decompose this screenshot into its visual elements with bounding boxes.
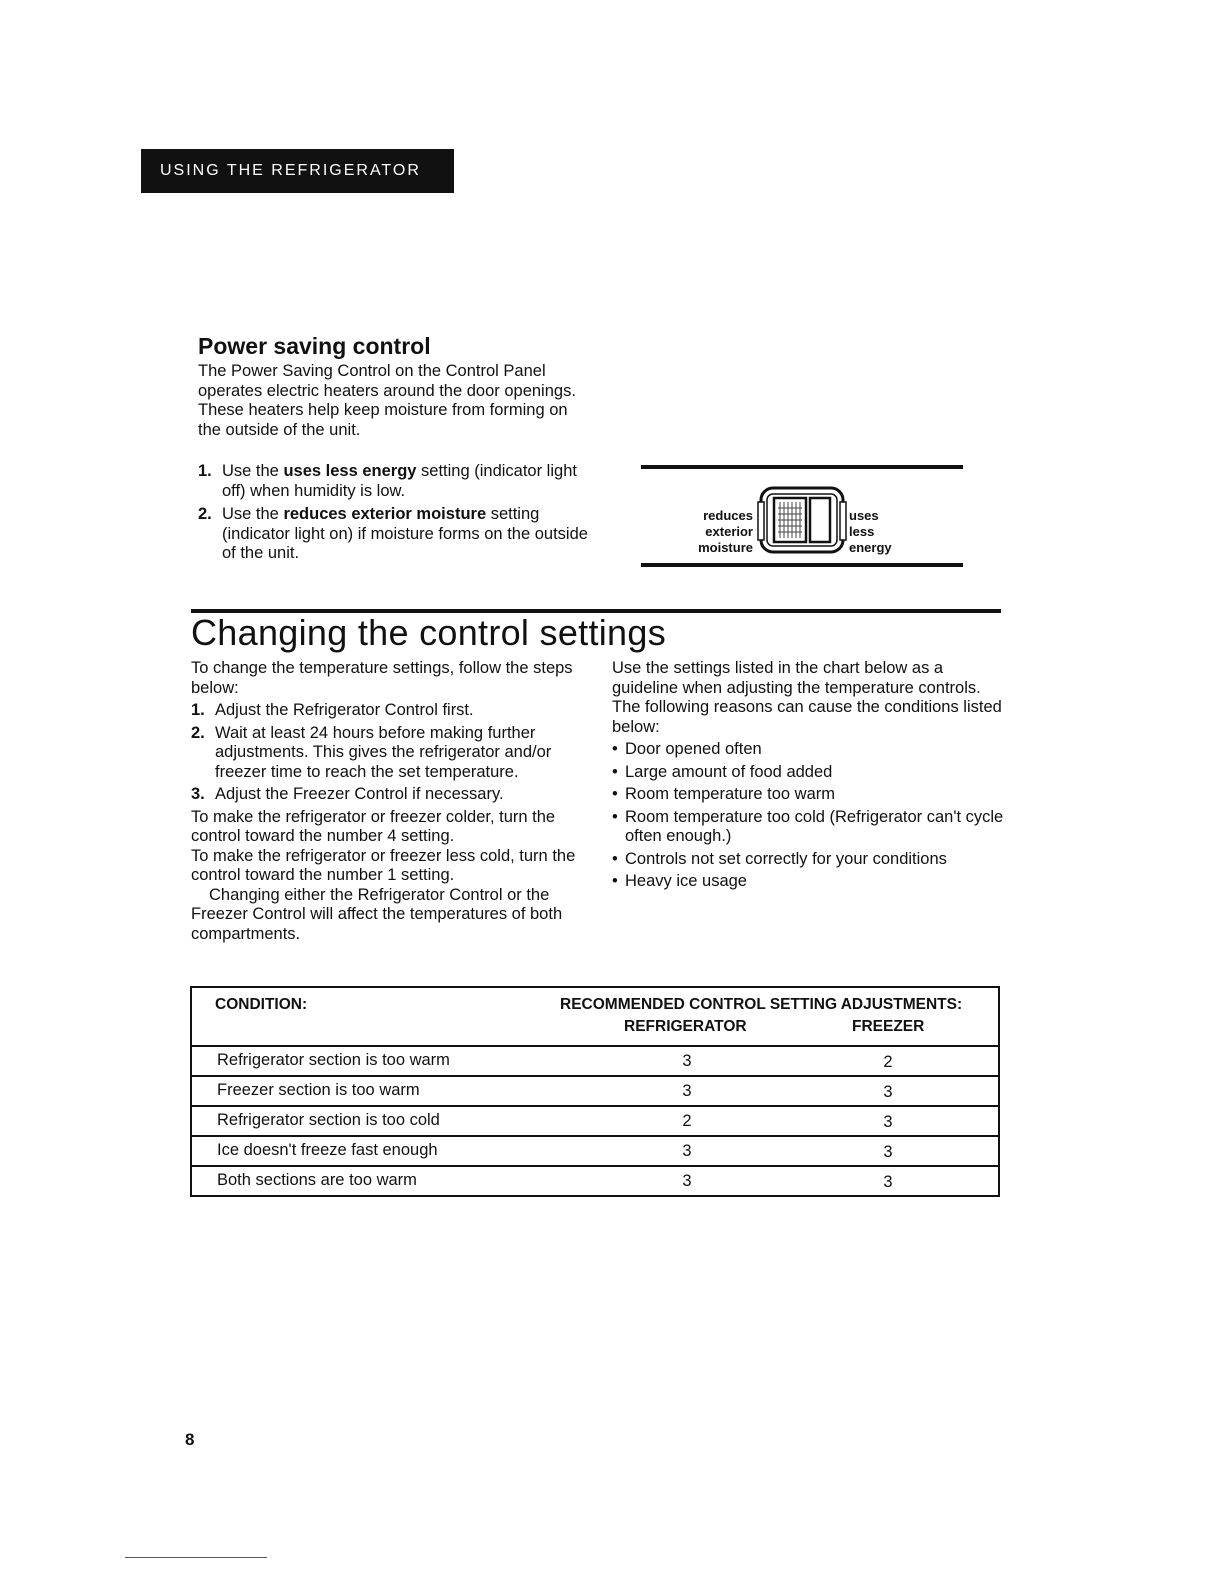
adjust-step-2 xyxy=(191,724,591,783)
power-saving-title: Power saving control xyxy=(198,333,431,359)
warmer-instructions: To make the refrigerator or freezer less cold, turn the control toward the number 1 setting. xyxy=(191,846,576,884)
reason-item: • Controls not set correctly for your conditions xyxy=(612,850,1007,870)
step-text-emphasis: reduces exterior moisture xyxy=(283,505,487,523)
freezer-cell: 3 xyxy=(883,1083,893,1101)
label-line: uses xyxy=(849,508,879,523)
table-row xyxy=(192,1137,998,1167)
label-line: exterior xyxy=(705,524,753,539)
reason-item: • Door opened often xyxy=(612,740,1007,760)
refrigerator-cell: 3 xyxy=(682,1172,692,1190)
step-text-post: setting (indicator light on) if moisture forms on the outside of the unit. xyxy=(222,505,588,562)
table-header xyxy=(192,988,998,1047)
both-compartments-note: Changing either the Refrigerator Control or the Freezer Control will affect the temperatures of both compartments. xyxy=(191,885,563,943)
freezer-cell: 2 xyxy=(883,1053,893,1071)
right-column xyxy=(612,659,1007,895)
table-row xyxy=(192,1077,998,1107)
step-number: 3. xyxy=(191,785,205,803)
step-text-pre: Use the xyxy=(222,505,284,523)
left-intro: To change the temperature settings, follow the steps below: xyxy=(191,659,573,697)
left-column xyxy=(191,659,591,944)
reason-item: • Room temperature too warm xyxy=(612,785,1007,805)
freezer-cell: 3 xyxy=(883,1143,893,1161)
reasons-list xyxy=(612,740,1007,892)
freezer-cell: 3 xyxy=(883,1173,893,1191)
step-text-emphasis: uses less energy xyxy=(283,462,417,480)
refrigerator-header: REFRIGERATOR xyxy=(624,1018,747,1035)
step-text-pre: Use the xyxy=(222,462,284,480)
reason-item: • Large amount of food added xyxy=(612,763,1007,783)
step-text: Wait at least 24 hours before making further adjustments. This gives the refrigerator and/or freezer time to reach the set temperature. xyxy=(215,723,552,781)
freezer-cell: 3 xyxy=(883,1113,893,1131)
reasons-intro: The following reasons can cause the conditions listed below: xyxy=(612,698,1002,736)
changing-settings-title: Changing the control settings xyxy=(191,612,666,653)
condition-header: CONDITION: xyxy=(215,996,308,1013)
right-intro: Use the settings listed in the chart below as a guideline when adjusting the temperature controls. xyxy=(612,659,981,697)
illustration-top-rule xyxy=(641,465,963,469)
condition-cell: Refrigerator section is too cold xyxy=(217,1111,440,1129)
label-line: less xyxy=(849,524,875,539)
footer-rule xyxy=(125,1557,267,1558)
power-saving-steps xyxy=(198,462,588,568)
adjust-step-3 xyxy=(191,785,591,805)
settings-table xyxy=(190,986,1000,1197)
freezer-header: FREEZER xyxy=(852,1018,925,1035)
colder-instructions: To make the refrigerator or freezer colder, turn the control toward the number 4 setting. xyxy=(191,807,556,845)
illustration-bottom-rule xyxy=(641,563,963,567)
condition-cell: Both sections are too warm xyxy=(217,1171,417,1189)
section-header-label: USING THE REFRIGERATOR xyxy=(160,162,421,179)
label-line: reduces xyxy=(703,508,753,523)
step-text: Adjust the Freezer Control if necessary. xyxy=(215,785,504,803)
step-number: 1. xyxy=(198,462,212,480)
refrigerator-cell: 3 xyxy=(682,1052,692,1070)
power-step-2 xyxy=(198,505,588,564)
section-header-bar xyxy=(141,149,454,193)
refrigerator-cell: 2 xyxy=(682,1112,692,1130)
reason-item: • Heavy ice usage xyxy=(612,872,1007,892)
label-line: energy xyxy=(849,540,892,555)
refrigerator-cell: 3 xyxy=(682,1082,692,1100)
power-saving-intro: The Power Saving Control on the Control Panel operates electric heaters around the door openings. These heaters help keep moisture from forming on the outside of the unit. xyxy=(198,362,576,439)
step-number: 2. xyxy=(191,723,205,742)
illustration-right-label xyxy=(849,508,929,556)
condition-cell: Ice doesn't freeze fast enough xyxy=(217,1141,438,1159)
recommended-header: RECOMMENDED CONTROL SETTING ADJUSTMENTS: xyxy=(560,996,963,1013)
step-number: 2. xyxy=(198,505,212,523)
reason-item: • Room temperature too cold (Refrigerator can't cycle often enough.) xyxy=(612,808,1007,847)
refrigerator-cell: 3 xyxy=(682,1142,692,1160)
table-row xyxy=(192,1167,998,1197)
step-number: 1. xyxy=(191,701,205,719)
step-text-post: setting (indicator light off) when humidity is low. xyxy=(222,462,577,500)
power-switch-icon xyxy=(756,484,848,556)
adjust-steps xyxy=(191,701,591,805)
table-row xyxy=(192,1107,998,1137)
illustration-left-label xyxy=(660,508,753,556)
step-text: Adjust the Refrigerator Control first. xyxy=(215,701,474,719)
condition-cell: Refrigerator section is too warm xyxy=(217,1051,450,1069)
power-step-1 xyxy=(198,462,588,501)
condition-cell: Freezer section is too warm xyxy=(217,1081,420,1099)
table-row xyxy=(192,1047,998,1077)
adjust-step-1 xyxy=(191,701,591,721)
label-line: moisture xyxy=(698,540,753,555)
page-number: 8 xyxy=(185,1430,195,1449)
